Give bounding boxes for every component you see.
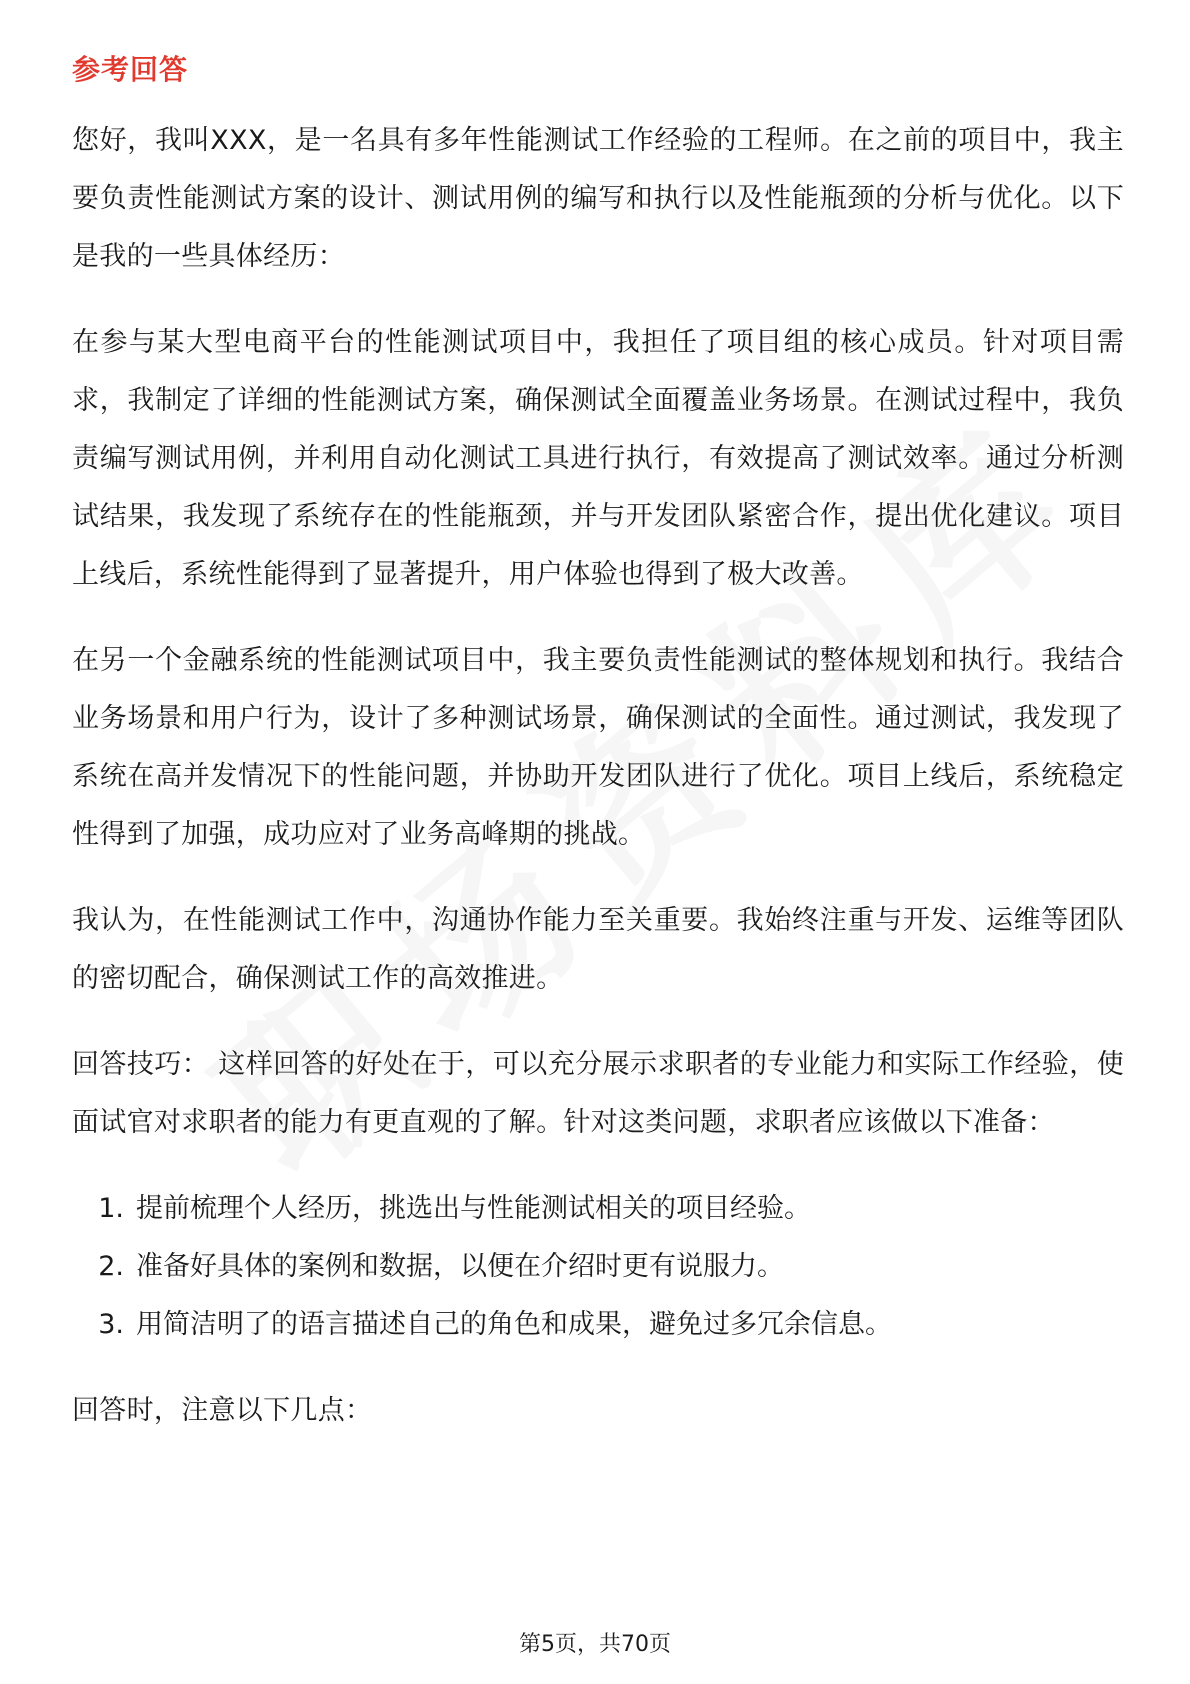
list-item-number: 3. [98, 1309, 124, 1340]
list-item-text: 准备好具体的案例和数据，以便在介绍时更有说服力。 [136, 1251, 784, 1282]
paragraph-answer-tips: 回答技巧： 这样回答的好处在于，可以充分展示求职者的专业能力和实际工作经验，使面试官对求职者的能力有更直观的了解。针对这类问题，求职者应该做以下准备： [72, 1049, 1124, 1138]
paragraph-ecommerce-project: 在参与某大型电商平台的性能测试项目中，我担任了项目组的核心成员。针对项目需求，我制定了详细的性能测试方案，确保测试全面覆盖业务场景。在测试过程中，我负责编写测试用例，并利用自动化测试工具进行执行，有效提高了测试效率。通过分析测试结果，我发现了系统存在的性能瓶颈，并与开发团队紧密合作，提出优化建议。项目上线后，系统性能得到了显著提升，用户体验也得到了极大改善。 [72, 327, 1124, 590]
list-item-text: 提前梳理个人经历，挑选出与性能测试相关的项目经验。 [136, 1193, 811, 1224]
preparation-list [72, 1180, 1124, 1354]
list-item [72, 1238, 1124, 1296]
list-item [72, 1296, 1124, 1354]
list-item-number: 2. [98, 1251, 124, 1282]
section-title: 参考回答 [72, 53, 189, 86]
page-number: 第5页，共70页 [519, 1632, 671, 1657]
list-item-text: 用简洁明了的语言描述自己的角色和成果，避免过多冗余信息。 [136, 1309, 892, 1340]
paragraph-closing: 回答时，注意以下几点： [72, 1395, 373, 1426]
paragraph-finance-project: 在另一个金融系统的性能测试项目中，我主要负责性能测试的整体规划和执行。我结合业务场景和用户行为，设计了多种测试场景，确保测试的全面性。通过测试，我发现了系统在高并发情况下的性能问题，并协助开发团队进行了优化。项目上线后，系统稳定性得到了加强，成功应对了业务高峰期的挑战。 [72, 645, 1124, 850]
list-item [72, 1180, 1124, 1238]
paragraph-intro: 您好，我叫XXX，是一名具有多年性能测试工作经验的工程师。在之前的项目中，我主要负责性能测试方案的设计、测试用例的编写和执行以及性能瓶颈的分析与优化。以下是我的一些具体经历： [72, 125, 1124, 272]
paragraph-collaboration: 我认为，在性能测试工作中，沟通协作能力至关重要。我始终注重与开发、运维等团队的密切配合，确保测试工作的高效推进。 [72, 905, 1124, 994]
list-item-number: 1. [98, 1193, 124, 1224]
page-content [72, 50, 1124, 1468]
